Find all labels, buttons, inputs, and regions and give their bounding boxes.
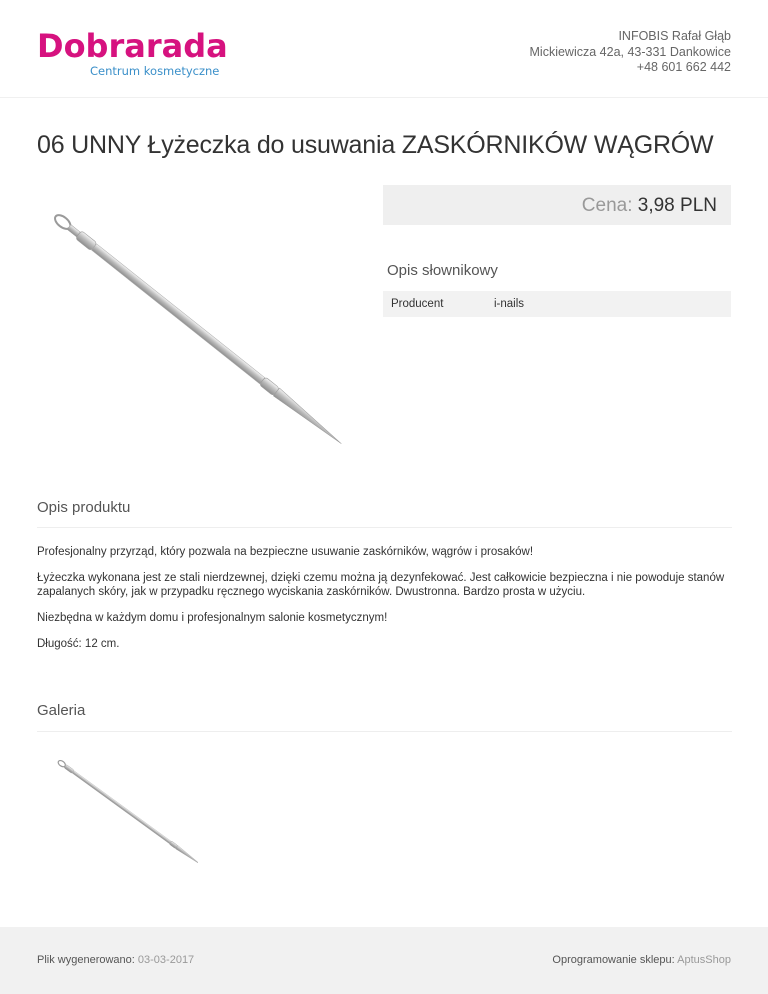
description-paragraph: Długość: 12 cm. xyxy=(37,638,120,650)
description-divider xyxy=(37,527,732,528)
price-value: 3,98 PLN xyxy=(637,195,717,216)
software-link[interactable]: AptusShop xyxy=(677,954,731,966)
company-info xyxy=(530,29,731,76)
comedone-extractor-icon xyxy=(37,200,362,450)
dictionary-table xyxy=(383,291,731,317)
logo[interactable] xyxy=(37,27,228,78)
logo-subtitle: Centrum kosmetyczne xyxy=(90,64,220,78)
description-paragraph: Niezbędna w każdym domu i profesjonalnym salonie kosmetycznym! xyxy=(37,612,388,624)
price-box xyxy=(383,185,731,225)
generated-label: Plik wygenerowano: xyxy=(37,954,135,966)
software-info xyxy=(552,954,731,966)
company-name: INFOBIS Rafał Głąb xyxy=(618,29,731,43)
generated-date: 03-03-2017 xyxy=(137,954,195,966)
company-phone: +48 601 662 442 xyxy=(636,60,731,74)
company-address: Mickiewicza 42a, 43-331 Dankowice xyxy=(529,44,731,59)
comedone-extractor-thumbnail-icon xyxy=(53,760,198,868)
description-paragraph: Łyżeczka wykonana jest ze stali nierdzewnej, dzięki czemu można ją dezynfekować. Jest całkowicie bezpieczna i nie powoduje stanów zapalanych skóry, jak w przypadku ręcznego wyciskania zaskórników. Dwustronna. Bardzo prosta w użyciu. xyxy=(37,572,725,598)
generated-info xyxy=(37,954,194,966)
gallery-section-title: Galeria xyxy=(37,702,86,719)
logo-title: Dobrarada xyxy=(37,27,228,65)
product-description xyxy=(37,545,732,663)
description-section-title: Opis produktu xyxy=(37,499,131,516)
page-footer xyxy=(0,927,768,994)
dictionary-value-producer: i-nails xyxy=(494,298,525,310)
page-header xyxy=(0,0,768,98)
price-label: Cena: xyxy=(581,195,633,216)
dictionary-key-producer: Producent xyxy=(391,298,444,310)
gallery-thumbnail[interactable] xyxy=(53,760,198,868)
dictionary-title: Opis słownikowy xyxy=(387,262,498,279)
product-image[interactable] xyxy=(37,200,362,450)
gallery-divider xyxy=(37,731,732,732)
software-label: Oprogramowanie sklepu: xyxy=(552,954,675,966)
product-title: 06 UNNY Łyżeczka do usuwania ZASKÓRNIKÓW WĄGRÓW xyxy=(37,131,714,159)
description-paragraph: Profesjonalny przyrząd, który pozwala na bezpieczne usuwanie zaskórników, wągrów i prosaków! xyxy=(37,546,534,558)
